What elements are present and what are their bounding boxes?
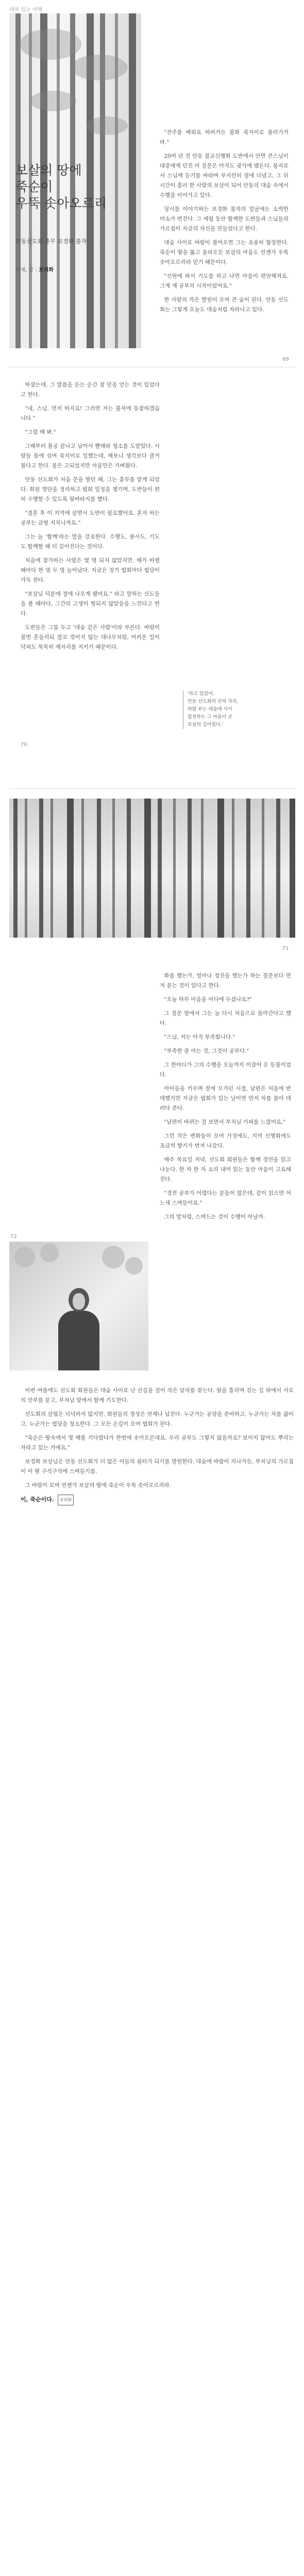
end-signature: 이, 죽순이다. <box>21 1496 54 1503</box>
paragraph: 당시를 이야기하는 보경화 불자의 얼굴에는 소박한 미소가 번진다. 그 세월 동안 함께한 도반들과 스님들의 가르침이 지금의 자신을 만들었다고 한다. <box>160 206 289 232</box>
paragraph: "스님, 저는 아직 부족합니다." <box>164 1034 235 1040</box>
paragraph: 그의 말처럼, 스며드는 것이 수행이 아닐까. <box>164 1214 265 1220</box>
portrait-photo <box>9 1242 148 1370</box>
quote-line: 바람 부는 대숲에 서서 <box>188 707 232 712</box>
paragraph: 20여 년 전 안동 불교신행회 도반에서 안면 큰스님이 대중에게 던진 이 질문은 아직도 귓가에 맴돈다. 불자로서 스님께 듣기를 바라며 부지런히 절에 다녔고, 그 뒤 시간이 흘러 한 사람의 보살이 되어 안동의 대숲 속에서 수행을 이어가고 있다. <box>160 153 289 198</box>
paragraph: "남편이 바뀌는 걸 보면서 부처님 가피를 느꼈어요." <box>164 1119 286 1125</box>
title-line-3: 우뚝 솟아오르리 <box>15 196 107 211</box>
page-number: 70 <box>21 742 27 748</box>
paragraph: 그런 작은 변화들이 모여 가정에도, 지역 신행회에도 조금씩 향기가 번져 나갔다. <box>160 1133 291 1149</box>
quote-line: 안동 선도회의 산의 자리, <box>188 699 239 704</box>
body-column-1 <box>160 128 289 319</box>
paragraph: 화를 했는가, 얼마나 정진을 했는가 하는 질문보다 먼저 묻는 것이 있다고 한다. <box>160 973 291 989</box>
paragraph: "선원에 와서 기도를 하고 나면 마음이 편안해져요. 그게 제 공부의 시작이었어요." <box>160 273 289 289</box>
article-subtitle: 안동선도회 총무 보경화 불자 <box>15 238 87 245</box>
credit-line <box>15 265 54 273</box>
body-column-3 <box>160 971 291 1226</box>
credit-name: 보리화 <box>39 267 54 273</box>
page-number: 72 <box>10 1234 17 1240</box>
quote-line: '하고 있었어. <box>188 691 214 697</box>
paragraph: "잔주를 배워요 하려거든 불화 죽지이로 물러가거라." <box>160 129 289 145</box>
end-stamp: 보리화 <box>58 1495 74 1505</box>
page-divider <box>9 788 295 789</box>
body-column-4 <box>21 1386 294 1505</box>
paragraph: "경전 공부가 어렵다는 분들이 많은데, 같이 읽으면 어느새 스며들어요." <box>160 1190 291 1206</box>
section-tag: 테마 있는 여행 <box>9 7 43 13</box>
paragraph: "그럼 해 봐." <box>25 429 56 435</box>
paragraph: 그 질문 앞에서 그는 늘 다시 처음으로 돌아간다고 했다. <box>160 1010 291 1026</box>
paragraph: 그때부터 불공 끝나고 남아서 빨래와 청소를 도맡았다. 사람들 틈에 섞여 죽지이로 일했는데, 해보니 생각보다 즐거웠다고 한다. 몸은 고되었지만 마음만은 가벼웠다. <box>21 443 160 469</box>
page-number: 71 <box>282 946 289 952</box>
paragraph: 도반들은 그를 두고 '대숲 같은 사람'이라 부른다. 바람이 불면 흔들리되 결코 꺾이지 않는 대나무처럼, 어려운 일이 닥쳐도 묵묵히 제자리를 지키기 때문이다. <box>21 624 160 650</box>
paragraph: 한 사람의 작은 발원이 모여 큰 숲이 된다. 안동 선도회는 그렇게 오늘도 대숲처럼 자라나고 있다. <box>160 297 289 313</box>
quote-line: 합장하는 그 마음이 곧 <box>188 715 232 720</box>
paragraph: "보살님 덕분에 절에 나오게 됐어요." 라고 말하는 신도들을 볼 때마다, 그간의 고생이 헛되지 않았음을 느낀다고 한다. <box>21 591 160 617</box>
paragraph: 하셨는데, 그 말씀을 듣는 순간 참 믿음 얻는 것이 있었다고 한다. <box>21 382 160 398</box>
paragraph: 그는 늘 '함께'라는 말을 강조한다. 수행도, 봉사도, 기도도 함께할 때 더 깊어진다는 것이다. <box>21 534 160 550</box>
paragraph: "네, 스님. 먼저 하지요! 그러면 저는 불자에 동참하겠습니다." <box>21 405 160 421</box>
paragraph: 처음에 참가하는 사람은 몇 명 되지 않았지만, 해가 바뀔 때마다 한 명 두 명 늘어났다. 지금은 정기 법회마다 법당이 가득 찬다. <box>21 557 160 583</box>
pull-quote <box>183 690 301 729</box>
paragraph: 아이들을 키우며 절에 오가던 시절, 남편은 처음에 반대했지만 지금은 법회가 있는 날이면 먼저 차를 몰아 데려다 준다. <box>160 1086 291 1111</box>
paragraph: 선도회의 살림은 넉넉하지 않지만, 회원들의 정성은 언제나 넘친다. 누군가는 공양을 준비하고, 누군가는 차를 끓이고, 누군가는 법당을 청소한다. 그 모든 손길이 모여 법회가 된다. <box>21 1411 294 1427</box>
paragraph: 대숲 사이로 바람이 불어오면 그는 조용히 합장한다. 죽순이 땅을 뚫고 올라오듯 보살의 마음도 언젠가 우뚝 솟아오르리라 믿기 때문이다. <box>160 240 289 265</box>
article-end <box>21 1495 294 1505</box>
paragraph: "부족한 줄 아는 것, 그것이 공부다." <box>164 1048 249 1054</box>
paragraph: "결혼 후 이 지역에 살면서 도반이 필요했어요. 혼자 하는 공부는 금방 지치니까요." <box>21 510 160 526</box>
page-number: 69 <box>282 357 289 362</box>
bamboo-grove-photo <box>9 799 295 938</box>
paragraph: 매주 목요일 저녁, 선도회 회원들은 함께 경전을 읽고 나눈다. 한 자 한 자 소리 내어 읽는 동안 마음이 고요해진다. <box>160 1157 291 1182</box>
credit-prefix: 취재, 글 : <box>15 267 37 273</box>
paragraph: 그 바람이 모여 언젠가 보살의 땅에 죽순이 우뚝 솟아오르리라. <box>25 1482 172 1488</box>
paragraph: "오늘 하루 마음을 어디에 두셨나요?" <box>164 996 252 1003</box>
paragraph: 그 한마디가 그의 수행을 오늘까지 이끌어 온 등불이었다. <box>160 1062 291 1078</box>
title-line-1: 보살의 땅에 <box>15 163 82 178</box>
title-line-2: 죽순이 <box>15 179 53 194</box>
body-column-2 <box>21 380 160 656</box>
paragraph: 이번 여름에도 선도회 회원들은 대숲 사이로 난 산길을 걸어 작은 암자를 찾는다. 땀을 흘리며 걷는 길 위에서 서로의 안부를 묻고, 부처님 앞에서 함께 기도한다. <box>21 1387 294 1403</box>
paragraph: 보경화 보살님은 안동 선도회가 더 많은 이들의 쉼터가 되기를 발원한다. 대숲에 바람이 지나가듯, 부처님의 가르침이 이 땅 구석구석에 스며들기를. <box>21 1459 294 1475</box>
paragraph: "죽순은 땅속에서 몇 해를 기다렸다가 한번에 솟아오른대요. 우리 공부도 그렇지 않을까요? 보이지 않아도 뿌리는 자라고 있는 거예요." <box>21 1435 294 1451</box>
quote-line: 보살의 길이었다.' <box>188 722 224 727</box>
article-title <box>15 162 139 212</box>
paragraph: 안동 선도회가 처음 문을 열던 해, 그는 총무를 맡게 되었다. 회원 명단을 정리하고 법회 일정을 챙기며, 도반들이 편히 수행할 수 있도록 뒷바라지를 했다. <box>21 477 160 502</box>
